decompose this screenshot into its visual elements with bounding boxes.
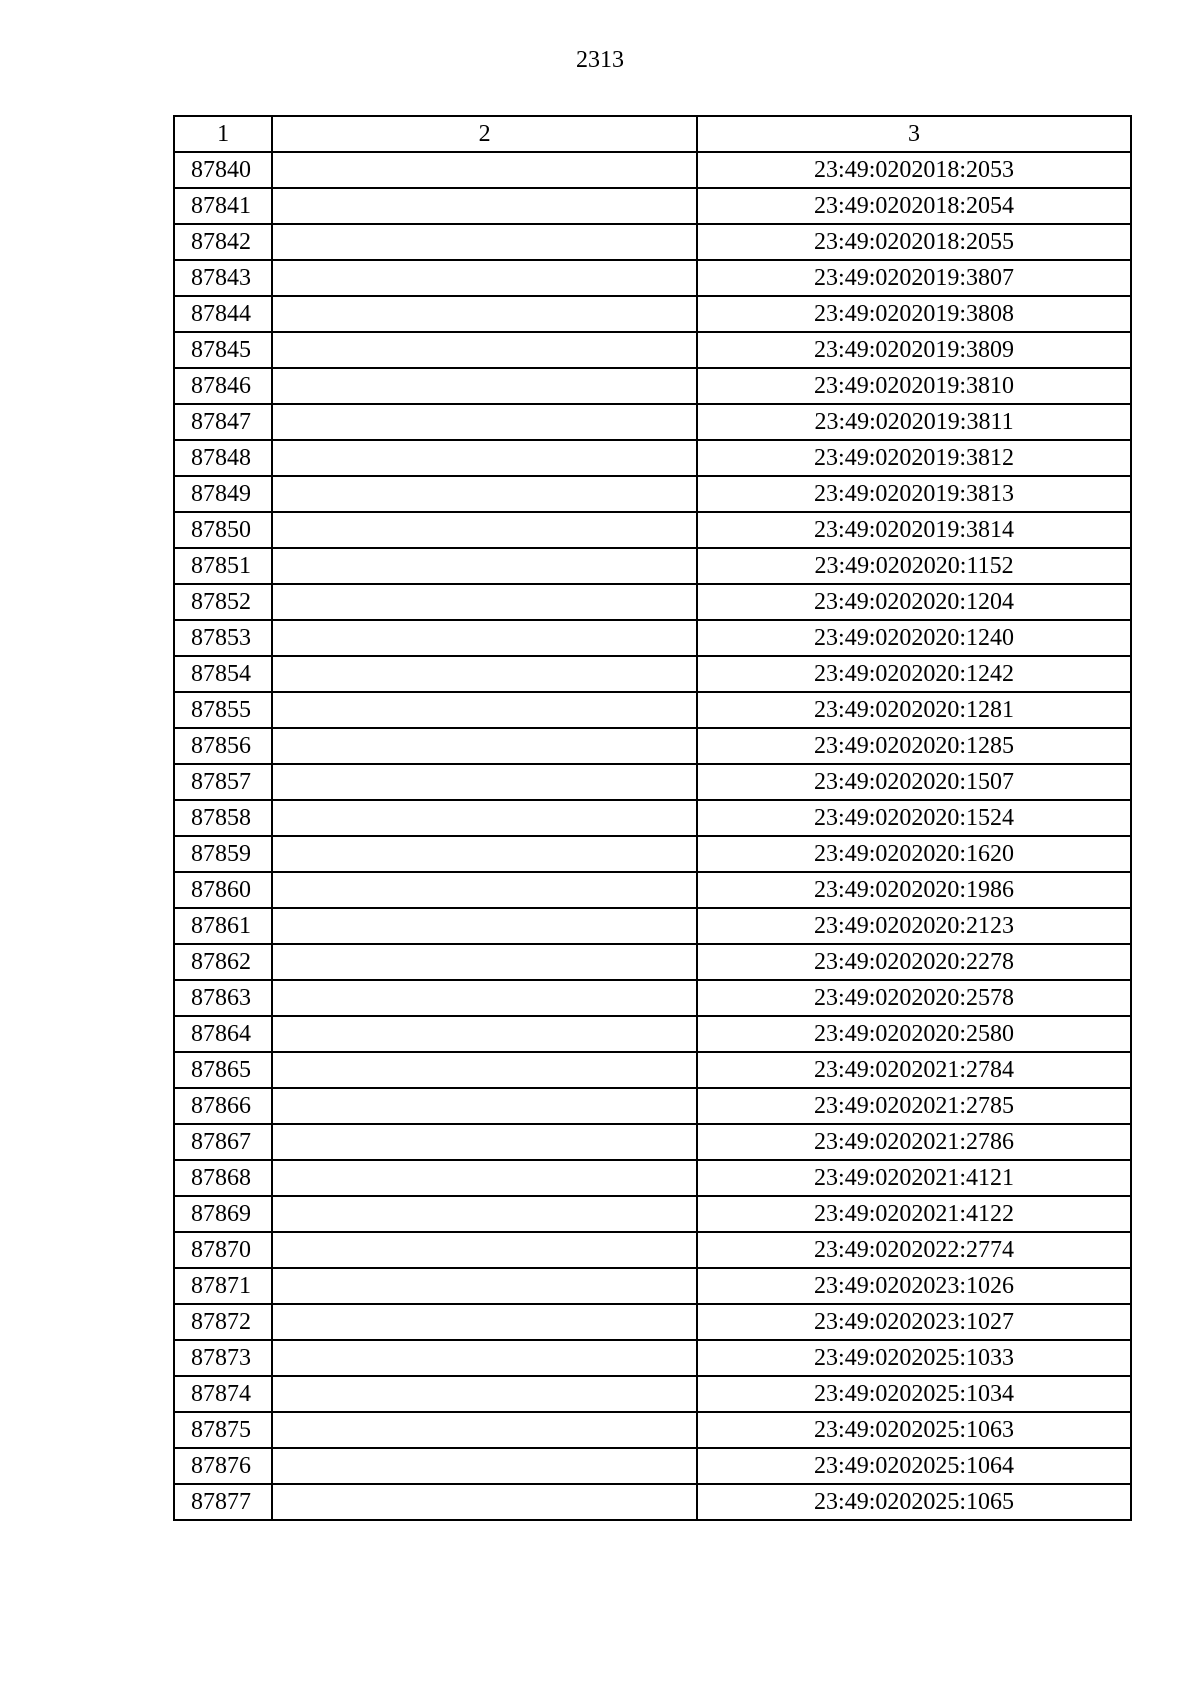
row-number-cell: 87840	[174, 152, 272, 188]
row-number-cell: 87876	[174, 1448, 272, 1484]
empty-cell	[272, 1160, 697, 1196]
empty-cell	[272, 800, 697, 836]
table-row	[174, 1124, 1131, 1160]
row-number-cell: 87842	[174, 224, 272, 260]
cadastral-number-cell: 23:49:0202018:2055	[697, 224, 1131, 260]
table-row	[174, 908, 1131, 944]
table-row	[174, 332, 1131, 368]
table-row	[174, 1196, 1131, 1232]
cadastral-number-cell: 23:49:0202019:3814	[697, 512, 1131, 548]
empty-cell	[272, 656, 697, 692]
cadastral-number-cell: 23:49:0202020:2578	[697, 980, 1131, 1016]
table-row	[174, 440, 1131, 476]
table-row	[174, 296, 1131, 332]
row-number-cell: 87855	[174, 692, 272, 728]
empty-cell	[272, 1376, 697, 1412]
cadastral-number-cell: 23:49:0202018:2053	[697, 152, 1131, 188]
table-row	[174, 584, 1131, 620]
row-number-cell: 87846	[174, 368, 272, 404]
row-number-cell: 87874	[174, 1376, 272, 1412]
empty-cell	[272, 764, 697, 800]
cadastral-number-cell: 23:49:0202020:1507	[697, 764, 1131, 800]
empty-cell	[272, 260, 697, 296]
row-number-cell: 87847	[174, 404, 272, 440]
empty-cell	[272, 1484, 697, 1520]
table-row	[174, 404, 1131, 440]
cadastral-number-cell: 23:49:0202019:3809	[697, 332, 1131, 368]
cadastral-number-cell: 23:49:0202021:2784	[697, 1052, 1131, 1088]
row-number-cell: 87852	[174, 584, 272, 620]
empty-cell	[272, 476, 697, 512]
row-number-cell: 87865	[174, 1052, 272, 1088]
table-row	[174, 1016, 1131, 1052]
table-row	[174, 836, 1131, 872]
empty-cell	[272, 1052, 697, 1088]
cadastral-number-cell: 23:49:0202019:3811	[697, 404, 1131, 440]
cadastral-number-cell: 23:49:0202021:4121	[697, 1160, 1131, 1196]
table-row	[174, 692, 1131, 728]
cadastral-number-cell: 23:49:0202020:1204	[697, 584, 1131, 620]
row-number-cell: 87875	[174, 1412, 272, 1448]
empty-cell	[272, 620, 697, 656]
cadastral-number-cell: 23:49:0202020:1242	[697, 656, 1131, 692]
row-number-cell: 87851	[174, 548, 272, 584]
table-row	[174, 656, 1131, 692]
table-row	[174, 260, 1131, 296]
cadastral-number-cell: 23:49:0202021:2786	[697, 1124, 1131, 1160]
table-row	[174, 1160, 1131, 1196]
cadastral-number-cell: 23:49:0202020:2580	[697, 1016, 1131, 1052]
table-row	[174, 1304, 1131, 1340]
empty-cell	[272, 1088, 697, 1124]
empty-cell	[272, 1268, 697, 1304]
page-number: 2313	[576, 47, 624, 73]
row-number-cell: 87854	[174, 656, 272, 692]
row-number-cell: 87872	[174, 1304, 272, 1340]
cadastral-number-cell: 23:49:0202025:1064	[697, 1448, 1131, 1484]
cadastral-number-cell: 23:49:0202020:1285	[697, 728, 1131, 764]
empty-cell	[272, 512, 697, 548]
table-row	[174, 1376, 1131, 1412]
empty-cell	[272, 1412, 697, 1448]
row-number-cell: 87844	[174, 296, 272, 332]
cadastral-number-cell: 23:49:0202019:3813	[697, 476, 1131, 512]
cadastral-number-cell: 23:49:0202025:1033	[697, 1340, 1131, 1376]
registry-table	[173, 115, 1132, 1521]
table-row	[174, 548, 1131, 584]
cadastral-number-cell: 23:49:0202019:3807	[697, 260, 1131, 296]
row-number-cell: 87853	[174, 620, 272, 656]
table-row	[174, 1088, 1131, 1124]
cadastral-number-cell: 23:49:0202023:1027	[697, 1304, 1131, 1340]
table-row	[174, 800, 1131, 836]
empty-cell	[272, 980, 697, 1016]
cadastral-number-cell: 23:49:0202020:1620	[697, 836, 1131, 872]
table-row	[174, 1448, 1131, 1484]
table-row	[174, 368, 1131, 404]
cadastral-number-cell: 23:49:0202020:2123	[697, 908, 1131, 944]
cadastral-number-cell: 23:49:0202020:1524	[697, 800, 1131, 836]
empty-cell	[272, 152, 697, 188]
empty-cell	[272, 1304, 697, 1340]
empty-cell	[272, 548, 697, 584]
empty-cell	[272, 404, 697, 440]
row-number-cell: 87859	[174, 836, 272, 872]
empty-cell	[272, 1232, 697, 1268]
row-number-cell: 87850	[174, 512, 272, 548]
cadastral-number-cell: 23:49:0202019:3810	[697, 368, 1131, 404]
table-row	[174, 512, 1131, 548]
empty-cell	[272, 1340, 697, 1376]
table-row	[174, 476, 1131, 512]
cadastral-number-cell: 23:49:0202018:2054	[697, 188, 1131, 224]
table-row	[174, 224, 1131, 260]
empty-cell	[272, 836, 697, 872]
empty-cell	[272, 1124, 697, 1160]
row-number-cell: 87848	[174, 440, 272, 476]
table-row	[174, 1412, 1131, 1448]
empty-cell	[272, 584, 697, 620]
empty-cell	[272, 728, 697, 764]
cadastral-number-cell: 23:49:0202025:1063	[697, 1412, 1131, 1448]
empty-cell	[272, 296, 697, 332]
cadastral-number-cell: 23:49:0202025:1034	[697, 1376, 1131, 1412]
cadastral-number-cell: 23:49:0202020:2278	[697, 944, 1131, 980]
table-row	[174, 1268, 1131, 1304]
row-number-cell: 87871	[174, 1268, 272, 1304]
cadastral-number-cell: 23:49:0202022:2774	[697, 1232, 1131, 1268]
table-header-row	[174, 116, 1131, 152]
row-number-cell: 87860	[174, 872, 272, 908]
row-number-cell: 87869	[174, 1196, 272, 1232]
cadastral-number-cell: 23:49:0202019:3808	[697, 296, 1131, 332]
row-number-cell: 87857	[174, 764, 272, 800]
row-number-cell: 87877	[174, 1484, 272, 1520]
empty-cell	[272, 908, 697, 944]
row-number-cell: 87845	[174, 332, 272, 368]
cadastral-number-cell: 23:49:0202023:1026	[697, 1268, 1131, 1304]
row-number-cell: 87863	[174, 980, 272, 1016]
empty-cell	[272, 332, 697, 368]
table-row	[174, 1232, 1131, 1268]
table-row	[174, 728, 1131, 764]
cadastral-number-cell: 23:49:0202020:1986	[697, 872, 1131, 908]
row-number-cell: 87864	[174, 1016, 272, 1052]
empty-cell	[272, 1448, 697, 1484]
empty-cell	[272, 1016, 697, 1052]
table-row	[174, 152, 1131, 188]
cadastral-number-cell: 23:49:0202025:1065	[697, 1484, 1131, 1520]
empty-cell	[272, 872, 697, 908]
cadastral-number-cell: 23:49:0202021:2785	[697, 1088, 1131, 1124]
table-row	[174, 944, 1131, 980]
row-number-cell: 87858	[174, 800, 272, 836]
row-number-cell: 87849	[174, 476, 272, 512]
empty-cell	[272, 1196, 697, 1232]
row-number-cell: 87843	[174, 260, 272, 296]
table-row	[174, 1340, 1131, 1376]
column-header-3: 3	[697, 116, 1131, 152]
table-row	[174, 1484, 1131, 1520]
row-number-cell: 87862	[174, 944, 272, 980]
column-header-1: 1	[174, 116, 272, 152]
table-row	[174, 1052, 1131, 1088]
row-number-cell: 87861	[174, 908, 272, 944]
row-number-cell: 87873	[174, 1340, 272, 1376]
row-number-cell: 87866	[174, 1088, 272, 1124]
table-row	[174, 188, 1131, 224]
cadastral-number-cell: 23:49:0202020:1240	[697, 620, 1131, 656]
row-number-cell: 87856	[174, 728, 272, 764]
table-row	[174, 872, 1131, 908]
row-number-cell: 87868	[174, 1160, 272, 1196]
column-header-2: 2	[272, 116, 697, 152]
cadastral-number-cell: 23:49:0202020:1281	[697, 692, 1131, 728]
cadastral-number-cell: 23:49:0202019:3812	[697, 440, 1131, 476]
row-number-cell: 87870	[174, 1232, 272, 1268]
empty-cell	[272, 944, 697, 980]
cadastral-number-cell: 23:49:0202020:1152	[697, 548, 1131, 584]
table-row	[174, 764, 1131, 800]
empty-cell	[272, 224, 697, 260]
table-body	[174, 152, 1131, 1520]
empty-cell	[272, 368, 697, 404]
empty-cell	[272, 188, 697, 224]
table-row	[174, 980, 1131, 1016]
empty-cell	[272, 440, 697, 476]
row-number-cell: 87841	[174, 188, 272, 224]
row-number-cell: 87867	[174, 1124, 272, 1160]
cadastral-number-cell: 23:49:0202021:4122	[697, 1196, 1131, 1232]
empty-cell	[272, 692, 697, 728]
table-row	[174, 620, 1131, 656]
